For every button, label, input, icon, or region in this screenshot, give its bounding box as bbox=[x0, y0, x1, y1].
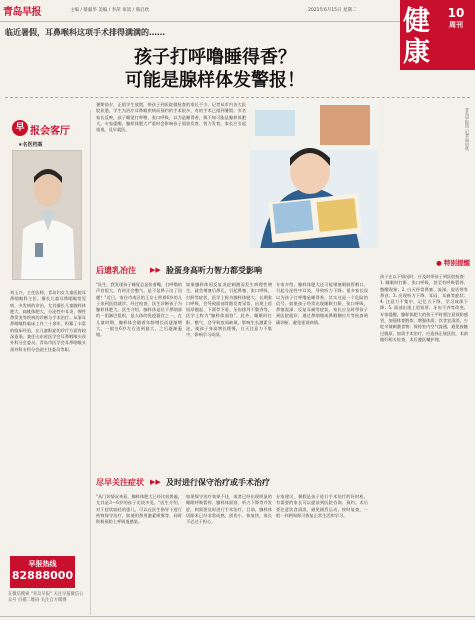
byline-vertical: 青岛早报讯 记者 邢启欣 bbox=[465, 108, 470, 151]
newspaper-logo: 青岛早报 bbox=[3, 7, 41, 18]
hotline-number: 82888000 bbox=[11, 569, 74, 582]
body-column: "医生，我发现孩子睡觉总是张着嘴，打呼噜的声音很大，有时还会憋气，是不是鼻子出了问题？"近日，家住市南区的王女士带着6岁的儿子来到医院就诊。经过检查，医生诊断孩子为腺样体肥大。医生介绍，腺样体是位于鼻咽部的一团淋巴组织，是人体的免疫器官之一。在儿童时期，腺样体会随着年龄增长而逐渐增大，一般在6岁左右达到最大，之后逐渐萎缩。 bbox=[96, 282, 182, 338]
doctor-portrait bbox=[12, 150, 82, 280]
body-column: 专家介绍，腺样体肥大还可能堵塞咽鼓管咽口，引起分泌性中耳炎，导致听力下降。很多家长误以为孩子打呼噜是睡得香，其实这是一个危险的信号。如果孩子经常出现睡眠打鼾、张口呼吸、鼻塞流涕、反复耳痛等症状，家长应及时带孩子到医院就诊，通过鼻咽镜或鼻咽侧位片等检查明确诊断，避免延误病情。 bbox=[276, 282, 368, 325]
section-2-subtitle: 及时进行保守治疗或手术治疗 bbox=[166, 478, 270, 487]
arrow-right-icon: ▶▶ bbox=[150, 478, 161, 486]
article-photo bbox=[250, 100, 378, 248]
badge-icon: 早 bbox=[12, 120, 28, 136]
section-title: 健康 bbox=[403, 6, 430, 68]
article-intro: 暑期前夕，正值学生放假，带孩子到医院做检查的家长不少。记者从市内各大医院获悉，学生为治疗耳鼻喉疾病而预约的手术很多，有的手术已排到暑假。多名家长反映，孩子睡觉打呼噜、张口呼吸，以为是睡得香，殊不知可能是腺样体肥大。专家提醒，腺样体肥大严重时会影响孩子面容发育、智力发育，家长应引起重视，及早就医。 bbox=[96, 102, 246, 133]
section-2-title: 尽早关注症状 bbox=[96, 478, 144, 487]
body-column: 如果腺样体因反复炎症刺激而发生病理性增生，就会堵塞后鼻孔，引起鼻塞、张口呼吸、打鼾等症状，医学上称为腺样体肥大。长期张口呼吸，会导致面部骨骼发育异常，出现上唇短厚翘起、下颌骨下垂、牙齿排列不整齐等，医学上称为"腺样体面容"。此外，睡眠时打鼾、憋气，会导致夜间缺氧，影响生长激素分泌，使孩子身高增长缓慢，白天注意力不集中，影响学习成绩。 bbox=[186, 282, 272, 338]
headline-line-2: 可能是腺样体发警报！ bbox=[125, 70, 305, 91]
special-reminder-tag bbox=[382, 258, 472, 270]
body-column: "从门诊情况来看，腺样体肥大已经比较普遍，尤其是3～6岁的孩子比较多见。"医生介绍，对于症状较轻的患儿，可以在医生指导下进行药物保守治疗，如使用鼻用激素喷雾等，同时积极预防上呼吸道感染。 bbox=[96, 494, 182, 525]
section-sub: 周刊 bbox=[449, 21, 463, 29]
page-bottom-rule bbox=[0, 616, 475, 617]
sidebar-text: 孩子在以下情况时，应及时带孩子到医院检查：1. 睡眠时打鼾、张口呼吸，甚至有呼吸暂停、憋醒现象；2. 白天经常鼻塞、流涕，说话带有鼻音；3. 出现听力下降、耳闷、耳痛等症状；4. 注意力不集中，记忆力下降，学习成绩下降；5. 面部出现上唇短厚、牙齿不齐等改变。专家提醒，腺样体肥大的孩子平时要注意预防感冒，加强体育锻炼，增强体质；饮食宜清淡，少吃辛辣刺激食物；保持室内空气流通，避免接触过敏原。如需手术治疗，应选择正规医院，术前做好相关检查，术后遵医嘱护理。 bbox=[380, 274, 468, 342]
body-column: 专家建议，暑假是孩子进行手术治疗的好时机，有需要的家长可以提前到医院咨询、预约。术后要注意饮食清淡，避免剧烈运动，按时复查，一般一到两周即可恢复正常生活和学习。 bbox=[276, 494, 368, 518]
special-reminder-label: ● 特别提醒 bbox=[436, 259, 470, 267]
body-column: 如果保守治疗效果不佳，或者已经出现明显的睡眠呼吸暂停、腺样体面容、听力下降等并发症，则需要及时进行手术治疗。目前，腺样体切除术已经非常成熟，创伤小、恢复快，家长不必过于担心。 bbox=[186, 494, 272, 525]
doctor-profile-caption: ★名医档案 bbox=[18, 142, 43, 148]
section-1-subtitle: 脸蛋身高听力智力都受影响 bbox=[166, 266, 262, 275]
social-follow-text: 在微信搜索 "青岛早报" 关注早报微信公众号 扫描二维码 关注官方微博 bbox=[8, 592, 84, 603]
column-divider bbox=[90, 110, 91, 615]
section-1-title: 后遗乳冶注 bbox=[96, 266, 136, 275]
issue-date: 2021年6月15日 星期二 bbox=[308, 8, 357, 13]
section-heading-2 bbox=[96, 477, 366, 491]
headline-divider bbox=[5, 97, 470, 98]
section-number bbox=[445, 6, 467, 30]
headline-line-1: 孩子打呼噜睡得香？ bbox=[134, 47, 296, 68]
section-page-num: 10 bbox=[447, 6, 465, 20]
article-kicker: 临近暑假，耳鼻喉科这项手术排得满满的…… bbox=[5, 28, 165, 37]
doctor-portrait-graphic bbox=[13, 151, 82, 280]
editor-credits: 主编 / 蔡毅华 美编 / 李萍 审读 / 邢启欣 bbox=[70, 8, 149, 13]
section-heading-1 bbox=[96, 265, 366, 279]
arrow-right-icon: ▶▶ bbox=[150, 266, 161, 274]
child-reading-illustration bbox=[250, 100, 378, 248]
guest-column-label: 报会客厅 bbox=[30, 126, 70, 137]
guest-column-badge bbox=[12, 120, 70, 136]
doctor-bio: 刘玉兴，主任医师，青岛妇女儿童医院耳鼻咽喉科主任。擅长儿童耳鼻咽喉常见病、多发病的诊治，尤其擅长儿童腺样体肥大、扁桃体肥大、分泌性中耳炎、慢性鼻窦炎等疾病的诊断与手术治疗。从事耳鼻咽喉科临床工作三十余年，积累了丰富的临床经验，在儿童鼾症的诊疗方面有较深造诣。兼任山东省医学会耳鼻咽喉头颈外科分会委员、青岛市医学会耳鼻咽喉头颈外科专科分会副主任委员等职。 bbox=[10, 290, 86, 352]
hotline-label: 早报热线 bbox=[28, 560, 57, 568]
